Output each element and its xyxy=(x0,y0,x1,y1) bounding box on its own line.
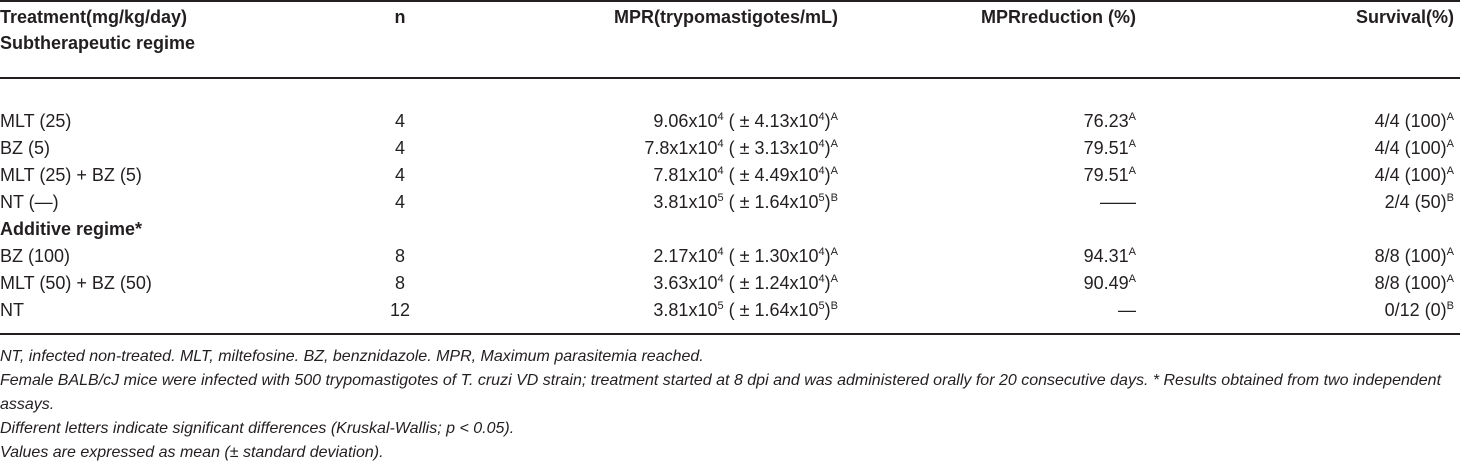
row-n: 4 xyxy=(394,165,405,185)
row-treatment: MLT (25) xyxy=(0,111,72,131)
row-mpr: $3.81x10^5$ ( ± $1.64x10^5)^B$ xyxy=(653,192,838,212)
header-survival: Survival(%) xyxy=(1355,7,1454,27)
row-treatment: MLT (25) + BZ (5) xyxy=(0,165,142,185)
row-survival: 0/12 $(0)^B$ xyxy=(1384,300,1454,320)
row-n: 4 xyxy=(394,138,405,158)
row-n: 8 xyxy=(394,246,405,266)
row-mpr-reduction: $79.51^A$ xyxy=(1083,165,1136,185)
row-mpr: $3.63x10^4$ ( ± $1.24x10^4)^A$ xyxy=(653,273,838,293)
row-mpr-reduction: — xyxy=(1118,300,1136,320)
row-n: 4 xyxy=(394,192,405,212)
row-mpr-reduction: $94.31^A$ xyxy=(1083,246,1136,266)
row-n: 8 xyxy=(394,273,405,293)
footnote-methods: Female BALB/cJ mice were infected with 500 trypomastigotes of T. cruzi VD strain; treatment started at 8 dpi and was administered orally for 20 consecutive days. * Results obtained from two independent assays. xyxy=(0,372,1442,413)
header-subtherapeutic-regime: Subtherapeutic regime xyxy=(0,33,196,53)
table-header-rule xyxy=(0,77,1460,79)
row-treatment: BZ (5) xyxy=(0,138,51,158)
header-treatment: Treatment(mg/kg/day) Subtherapeutic regime xyxy=(0,4,195,56)
row-mpr-reduction: $76.23^A$ xyxy=(1083,111,1136,131)
row-survival: 2/4 $(50)^B$ xyxy=(1384,192,1454,212)
row-mpr: $3.81x10^5$ ( ± $1.64x10^5)^B$ xyxy=(653,300,838,320)
row-survival: 4/4 $(100)^A$ xyxy=(1374,165,1454,185)
row-mpr-reduction: $90.49^A$ xyxy=(1083,273,1136,293)
row-n: 12 xyxy=(389,300,411,320)
table-top-rule xyxy=(0,0,1460,2)
footnote-abbreviations: NT, infected non-treated. MLT, miltefosine. BZ, benznidazole. MPR, Maximum parasitemia reached. xyxy=(0,348,704,365)
row-mpr: $7.8x1x10^4$ ( ± $3.13x10^4)^A$ xyxy=(644,138,838,158)
row-survival: 8/8 $(100)^A$ xyxy=(1374,273,1454,293)
section-additive-regime: Additive regime* xyxy=(0,219,143,239)
table-bottom-rule xyxy=(0,333,1460,335)
row-n: 4 xyxy=(394,111,405,131)
row-mpr-reduction: —— xyxy=(1100,192,1136,212)
row-mpr-reduction: $79.51^A$ xyxy=(1083,138,1136,158)
row-treatment: MLT (50) + BZ (50) xyxy=(0,273,152,293)
row-treatment: NT xyxy=(0,300,24,320)
row-mpr: $9.06x10^4$ ( ± $4.13x10^4)^A$ xyxy=(653,111,838,131)
row-mpr: $7.81x10^4$ ( ± $4.49x10^4)^A$ xyxy=(653,165,838,185)
row-survival: 8/8 $(100)^A$ xyxy=(1374,246,1454,266)
row-treatment: BZ (100) xyxy=(0,246,71,266)
footnote-values: Values are expressed as mean (± standard deviation). xyxy=(0,444,384,461)
footnote-letters: Different letters indicate significant differences (Kruskal-Wallis; p < 0.05). xyxy=(0,420,515,437)
row-survival: 4/4 $(100)^A$ xyxy=(1374,138,1454,158)
row-survival: 4/4 $(100)^A$ xyxy=(1374,111,1454,131)
header-mpr-reduction: MPRreduction (%) xyxy=(981,7,1136,27)
row-mpr: $2.17x10^4$ ( ± $1.30x10^4)^A$ xyxy=(653,246,838,266)
header-mpr: MPR(trypomastigotes/mL) xyxy=(613,7,838,27)
row-treatment: NT (—) xyxy=(0,192,59,212)
header-n: n xyxy=(394,7,406,27)
